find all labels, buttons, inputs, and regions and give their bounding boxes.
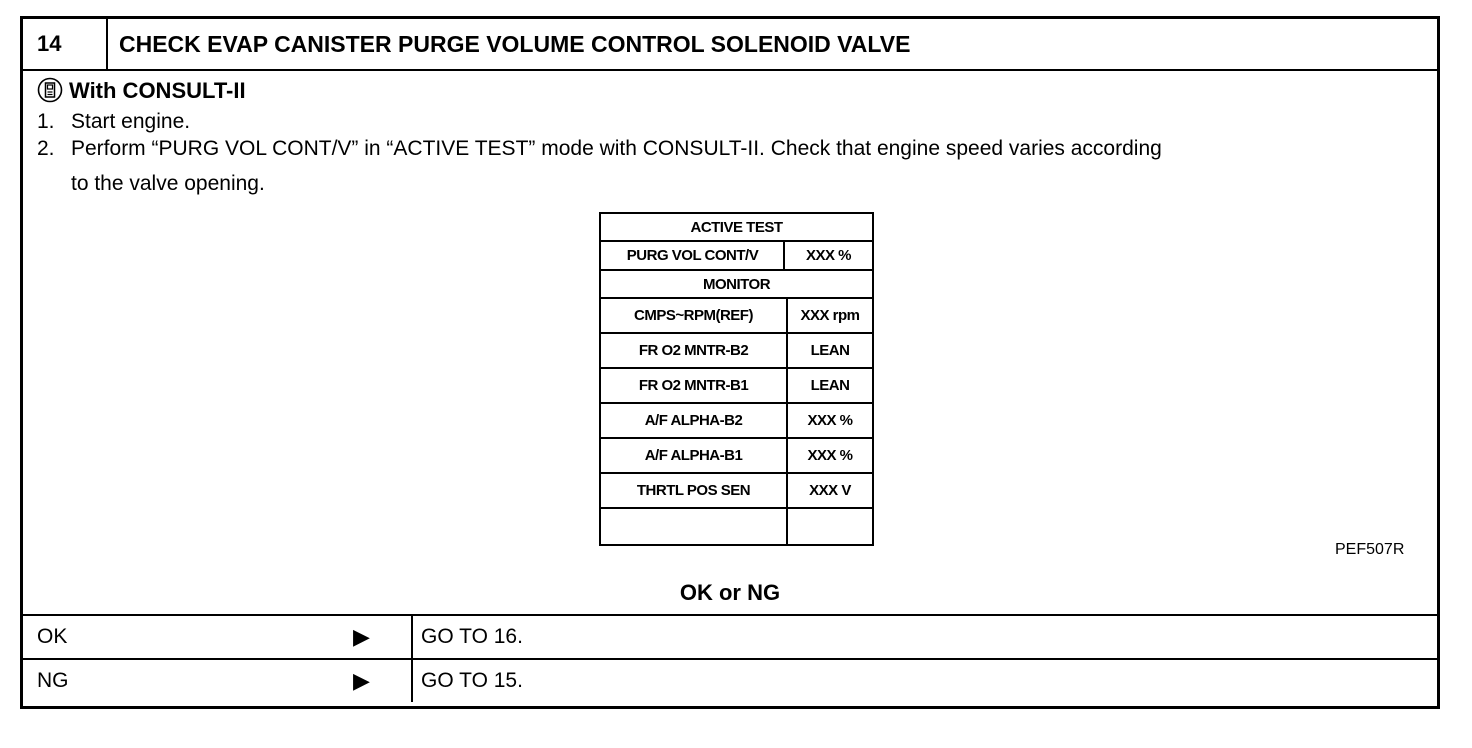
active-test-heading-row	[601, 214, 872, 242]
procedure-header	[23, 19, 1437, 71]
test-item-value: XXX %	[805, 247, 852, 264]
monitor-row	[601, 439, 872, 474]
monitor-value: XXX %	[807, 412, 853, 429]
monitor-row	[601, 404, 872, 439]
test-item-label: PURG VOL CONT/V	[626, 247, 759, 264]
result-heading: OK or NG	[679, 580, 781, 605]
consult-label: With CONSULT-II	[69, 78, 246, 103]
result-row-ng	[23, 658, 1437, 702]
procedure-box	[20, 16, 1440, 709]
instruction-1	[37, 110, 190, 134]
monitor-row-empty	[601, 509, 872, 544]
monitor-heading-row	[601, 271, 872, 299]
arrow-right-icon: ▶	[353, 624, 370, 649]
instruction-number: 1.	[37, 110, 55, 133]
active-test-heading: ACTIVE TEST	[690, 218, 783, 236]
instruction-2	[37, 137, 1162, 161]
monitor-row	[601, 369, 872, 404]
consult-tool-icon	[37, 77, 63, 109]
monitor-label: A/F ALPHA-B2	[644, 412, 743, 429]
monitor-label: THRTL POS SEN	[636, 482, 751, 499]
step-number: 14	[23, 19, 108, 69]
result-label: NG	[37, 669, 69, 692]
monitor-label: A/F ALPHA-B1	[644, 447, 743, 464]
cell-divider	[411, 616, 413, 658]
monitor-label: CMPS~RPM(REF)	[634, 307, 753, 324]
instruction-number: 2.	[37, 137, 55, 160]
monitor-row	[601, 299, 872, 334]
monitor-row	[601, 474, 872, 509]
monitor-value: XXX rpm	[800, 307, 860, 324]
arrow-right-icon: ▶	[353, 668, 370, 693]
active-test-screen	[599, 212, 874, 546]
test-item-row	[601, 242, 872, 271]
monitor-value: LEAN	[810, 342, 850, 359]
monitor-value: XXX %	[807, 447, 853, 464]
procedure-title: CHECK EVAP CANISTER PURGE VOLUME CONTROL SOLENOID VALVE	[119, 31, 911, 57]
figure-id: PEF507R	[1335, 541, 1405, 558]
consult-heading	[37, 77, 246, 109]
monitor-label: FR O2 MNTR-B1	[638, 377, 749, 394]
cell-divider	[411, 660, 413, 702]
monitor-label	[601, 509, 786, 544]
result-action: GO TO 15.	[421, 669, 523, 692]
result-action: GO TO 16.	[421, 625, 523, 648]
instruction-text: Perform “PURG VOL CONT/V” in “ACTIVE TEST” mode with CONSULT-II. Check that engine speed varies according	[71, 137, 1162, 160]
monitor-heading: MONITOR	[702, 275, 771, 293]
monitor-value	[788, 509, 872, 544]
result-label: OK	[37, 625, 68, 648]
instruction-text: Start engine.	[71, 110, 191, 133]
monitor-value: LEAN	[810, 377, 850, 394]
result-row-ok	[23, 614, 1437, 658]
instruction-2-continued: to the valve opening.	[71, 172, 265, 195]
monitor-row	[601, 334, 872, 369]
monitor-value: XXX V	[809, 482, 851, 499]
monitor-label: FR O2 MNTR-B2	[638, 342, 749, 359]
